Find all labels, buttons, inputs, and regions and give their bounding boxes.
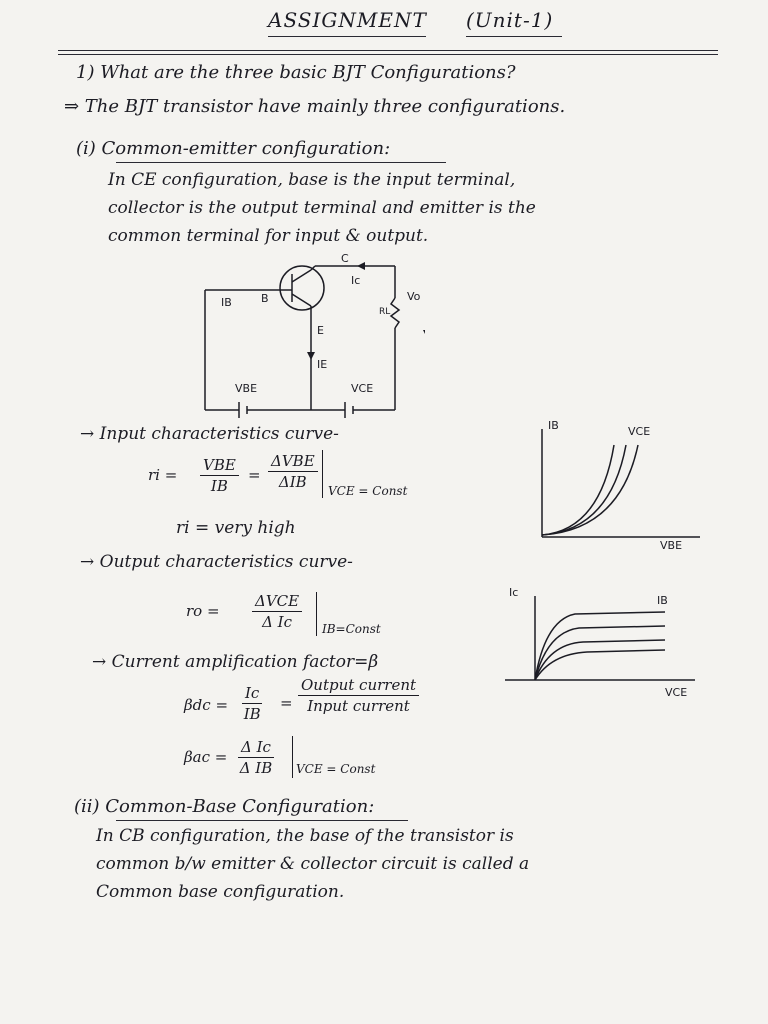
output-graph-y-label: Ic	[509, 586, 519, 599]
output-characteristics-graph	[495, 582, 710, 700]
output-graph-x-label: VCE	[665, 686, 688, 699]
bac-condition: VCE = Const	[296, 762, 376, 776]
assignment-title: ASSIGNMENT	[268, 8, 427, 32]
label-e: E	[317, 324, 324, 337]
ro-eval-bar	[316, 592, 317, 636]
ri-lhs: ri =	[148, 466, 178, 484]
ro-condition: IB=Const	[322, 622, 381, 636]
ro-fraction	[252, 592, 302, 631]
section2-heading-underline	[116, 820, 408, 821]
label-vbe: VBE	[235, 382, 258, 395]
bac-lhs: βac =	[184, 748, 228, 766]
ri-den2: ΔIB	[278, 473, 307, 491]
label-rl: RL	[379, 307, 391, 317]
bac-fraction	[238, 738, 274, 777]
label-vce: VCE	[351, 382, 374, 395]
input-curve-2	[542, 445, 626, 535]
section2-line-2: common b/w emitter & collector circuit is called a	[96, 854, 530, 874]
label-ic: Ic	[351, 274, 361, 287]
label-c: C	[341, 252, 349, 265]
bdc-fraction-2	[298, 676, 419, 715]
input-curve-1	[542, 445, 614, 535]
load-resistor	[391, 298, 399, 328]
transistor-symbol	[280, 266, 324, 310]
ri-num2: ΔVBE	[268, 452, 318, 472]
amplification-heading: → Current amplification factor=β	[92, 652, 379, 672]
section1-line-3: common terminal for input & output.	[108, 226, 429, 246]
ri-equals: =	[248, 466, 261, 484]
section2-line-1: In CB configuration, the base of the transistor is	[96, 826, 514, 846]
output-graph-curve-label: IB	[657, 594, 668, 607]
label-vo: Vo	[407, 290, 421, 303]
title-underline	[268, 36, 426, 37]
input-curve-heading: → Input characteristics curve-	[80, 424, 339, 444]
bdc-lhs: βdc =	[184, 696, 229, 714]
bac-num: Δ Ic	[238, 738, 274, 758]
section2-line-3: Common base configuration.	[96, 882, 345, 902]
label-ie: IE	[317, 358, 328, 371]
bac-eval-bar	[292, 736, 293, 778]
ri-eval-bar	[322, 450, 323, 498]
bdc-fraction-1	[242, 684, 262, 723]
ro-lhs: ro =	[186, 602, 220, 620]
bdc-equals: =	[280, 694, 293, 712]
section1-line-2: collector is the output terminal and emitter is the	[108, 198, 536, 218]
question-text: 1) What are the three basic BJT Configurations?	[76, 62, 516, 83]
ri-den: IB	[210, 477, 228, 495]
bdc-den2: Input current	[307, 697, 410, 715]
bdc-num: Ic	[242, 684, 262, 704]
unit-underline	[466, 36, 562, 37]
ri-fraction-1	[200, 456, 239, 495]
section1-heading-underline	[116, 162, 446, 163]
output-curve-heading: → Output characteristics curve-	[80, 552, 353, 572]
ro-den: Δ Ic	[262, 613, 293, 631]
output-curve-4	[535, 650, 665, 680]
input-graph-curve-label: VCE	[628, 425, 651, 438]
ce-circuit-diagram	[195, 250, 425, 425]
bdc-num2: Output current	[298, 676, 419, 696]
unit-label: (Unit-1)	[466, 8, 554, 32]
bac-den: Δ IB	[239, 759, 273, 777]
output-curve-1	[535, 612, 665, 680]
header-double-rule-top	[58, 50, 718, 51]
label-ib: IB	[221, 296, 232, 309]
ri-num: VBE	[200, 456, 239, 476]
header-double-rule-bottom	[58, 54, 718, 55]
input-characteristics-graph	[520, 415, 720, 550]
section1-heading: (i) Common-emitter configuration:	[76, 138, 391, 159]
ri-fraction-2	[268, 452, 318, 491]
ro-num: ΔVCE	[252, 592, 302, 612]
ri-condition: VCE = Const	[328, 484, 408, 498]
answer-text: ⇒ The BJT transistor have mainly three configurations.	[64, 96, 566, 117]
ri-note: ri = very high	[176, 518, 296, 538]
label-b: B	[261, 292, 269, 305]
bdc-den: IB	[243, 705, 261, 723]
section2-heading: (ii) Common-Base Configuration:	[74, 796, 375, 817]
section1-line-1: In CE configuration, base is the input terminal,	[108, 170, 516, 190]
input-graph-y-label: IB	[548, 419, 559, 432]
input-graph-x-label: VBE	[660, 539, 683, 550]
